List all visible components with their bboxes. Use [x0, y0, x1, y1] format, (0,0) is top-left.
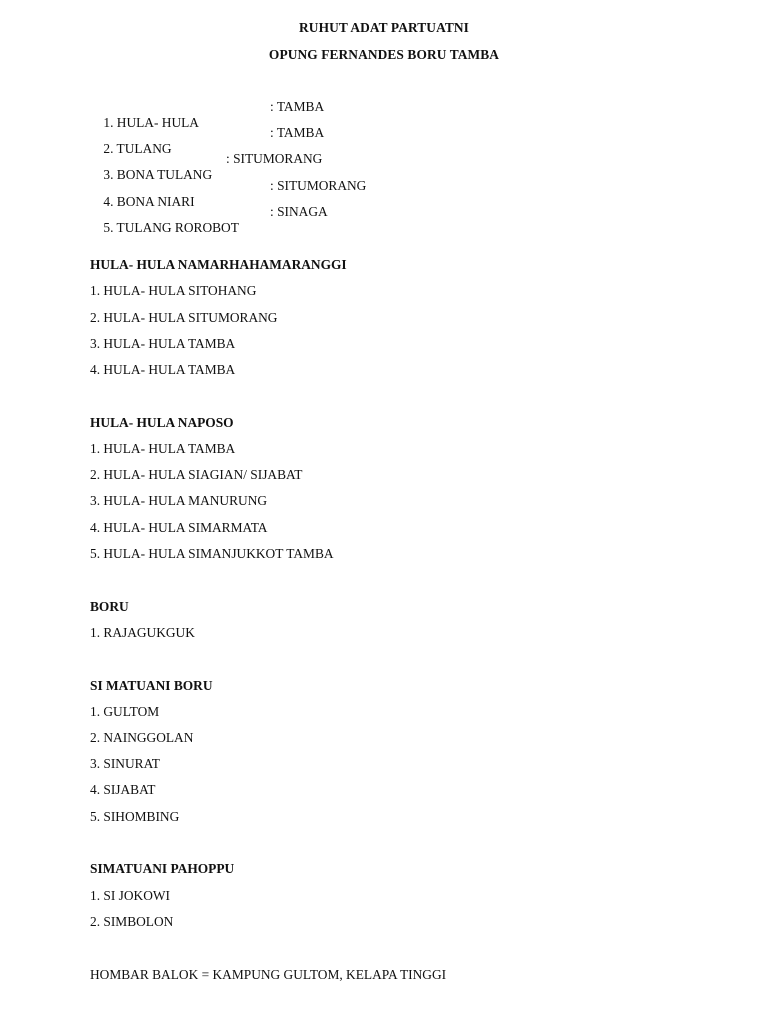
list-item: 1. GULTOM — [90, 704, 160, 719]
list-item: 2. HULA- HULA SIAGIAN/ SIJABAT — [90, 467, 303, 482]
intro-item-label: 1. HULA- HULA — [103, 115, 199, 130]
intro-item-label: 4. BONA NIARI — [103, 194, 195, 209]
intro-item-label: 2. TULANG — [103, 141, 172, 156]
list-item: 4. SIJABAT — [90, 782, 156, 797]
list-item: 2. NAINGGOLAN — [90, 730, 194, 745]
list-item: 5. SIHOMBING — [90, 809, 180, 824]
intro-item-label: 3. BONA TULANG — [103, 167, 213, 182]
list-item: 4. HULA- HULA TAMBA — [90, 362, 236, 377]
intro-item-label: 5. TULANG ROROBOT — [103, 220, 239, 235]
section-heading: BORU — [90, 599, 129, 614]
list-item: 3. HULA- HULA MANURUNG — [90, 493, 268, 508]
list-item: 2. SIMBOLON — [90, 914, 174, 929]
intro-item — [90, 204, 239, 252]
list-item: 1. HULA- HULA TAMBA — [90, 441, 236, 456]
document-title: RUHUT ADAT PARTUATNI — [299, 20, 469, 35]
list-item: 1. RAJAGUKGUK — [90, 625, 195, 640]
intro-item-value: : SITUMORANG — [226, 151, 323, 166]
list-item: 3. SINURAT — [90, 756, 160, 771]
intro-item-value: : TAMBA — [270, 99, 325, 114]
list-item: 1. SI JOKOWI — [90, 888, 170, 903]
list-item: 2. HULA- HULA SITUMORANG — [90, 310, 278, 325]
footer-line: HOMBAR BALOK = KAMPUNG GULTOM, KELAPA TINGGI — [90, 967, 447, 982]
list-item: 4. HULA- HULA SIMARMATA — [90, 520, 268, 535]
intro-item-value: : TAMBA — [270, 125, 325, 140]
section-heading: HULA- HULA NAPOSO — [90, 415, 234, 430]
section-heading: HULA- HULA NAMARHAHAMARANGGI — [90, 257, 347, 272]
document-subtitle: OPUNG FERNANDES BORU TAMBA — [268, 47, 500, 62]
intro-item-value: : SINAGA — [270, 204, 328, 219]
list-item: 5. HULA- HULA SIMANJUKKOT TAMBA — [90, 546, 334, 561]
list-item: 1. HULA- HULA SITOHANG — [90, 283, 257, 298]
list-item: 3. HULA- HULA TAMBA — [90, 336, 236, 351]
section-heading: SIMATUANI PAHOPPU — [90, 861, 235, 876]
section-heading: SI MATUANI BORU — [90, 678, 213, 693]
intro-item-value: : SITUMORANG — [270, 178, 367, 193]
